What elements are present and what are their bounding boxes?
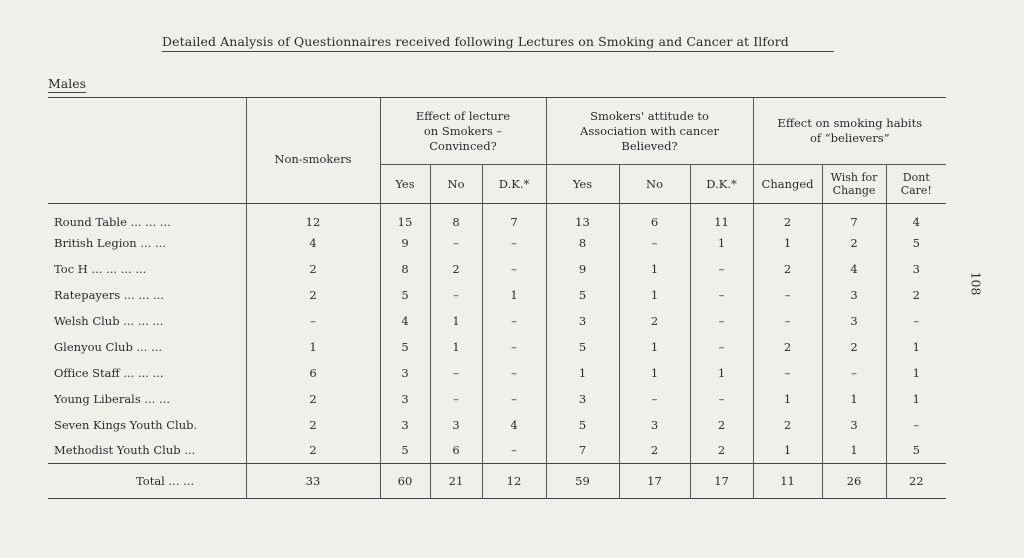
cell: –	[886, 412, 946, 438]
cell: –	[886, 308, 946, 334]
cell: 2	[753, 204, 822, 230]
header-attitude-yes: Yes	[546, 165, 619, 204]
header-dont-care: Dont Care!	[886, 165, 946, 204]
header-group-attitude: Smokers' attitude to Association with cancer Believed?	[546, 98, 753, 165]
total-cell: 17	[690, 464, 753, 499]
cell: 8	[430, 204, 482, 230]
page-title: Detailed Analysis of Questionnaires received following Lectures on Smoking and Cancer at Ilford	[162, 34, 834, 52]
cell: 1	[546, 360, 619, 386]
cell: –	[482, 230, 546, 256]
total-row	[48, 464, 946, 499]
cell: 3	[822, 282, 886, 308]
row-label: Office Staff ... ... ...	[54, 365, 164, 380]
header-effect-yes: Yes	[380, 165, 430, 204]
cell: 7	[822, 204, 886, 230]
table-body	[48, 204, 946, 499]
cell: –	[482, 360, 546, 386]
cell: –	[482, 308, 546, 334]
cell: 2	[246, 386, 380, 412]
cell: 13	[546, 204, 619, 230]
cell: 9	[546, 256, 619, 282]
cell: 4	[246, 230, 380, 256]
cell: 4	[380, 308, 430, 334]
cell: –	[690, 308, 753, 334]
cell: –	[246, 308, 380, 334]
total-cell: 11	[753, 464, 822, 499]
cell: –	[822, 360, 886, 386]
header-effect-no: No	[430, 165, 482, 204]
cell: 3	[822, 412, 886, 438]
header-attitude-no: No	[619, 165, 690, 204]
cell: –	[482, 386, 546, 412]
cell: 2	[246, 256, 380, 282]
cell: 5	[546, 282, 619, 308]
table-row	[48, 230, 946, 256]
cell: 1	[619, 282, 690, 308]
cell: 1	[619, 334, 690, 360]
cell: 2	[690, 438, 753, 464]
cell: 5	[886, 438, 946, 464]
cell: 2	[690, 412, 753, 438]
cell: 3	[822, 308, 886, 334]
cell: 1	[430, 308, 482, 334]
cell: 2	[246, 438, 380, 464]
cell: 3	[380, 412, 430, 438]
table-row	[48, 204, 946, 230]
cell: 1	[619, 256, 690, 282]
cell: 4	[822, 256, 886, 282]
table-row	[48, 386, 946, 412]
header-group-habits: Effect on smoking habits of “believers”	[753, 98, 946, 165]
section-heading: Males	[48, 76, 87, 91]
cell: –	[482, 334, 546, 360]
cell: 3	[619, 412, 690, 438]
cell: 1	[822, 386, 886, 412]
cell: 2	[246, 282, 380, 308]
cell: 1	[690, 360, 753, 386]
cell: –	[690, 386, 753, 412]
cell: 1	[886, 360, 946, 386]
cell: 2	[619, 438, 690, 464]
cell: 1	[430, 334, 482, 360]
cell: –	[430, 230, 482, 256]
header-non-smokers: Non-smokers	[246, 98, 380, 204]
cell: 2	[619, 308, 690, 334]
total-cell: 33	[246, 464, 380, 499]
row-label: Seven Kings Youth Club.	[54, 417, 198, 432]
cell: 7	[546, 438, 619, 464]
cell: 2	[822, 230, 886, 256]
page-number: 108	[968, 271, 984, 296]
cell: 3	[886, 256, 946, 282]
total-cell: 21	[430, 464, 482, 499]
row-label: Methodist Youth Club ...	[54, 443, 196, 458]
cell: 2	[753, 412, 822, 438]
cell: –	[619, 386, 690, 412]
header-changed: Changed	[753, 165, 822, 204]
cell: 2	[430, 256, 482, 282]
total-cell: 59	[546, 464, 619, 499]
total-cell: 60	[380, 464, 430, 499]
cell: 1	[886, 386, 946, 412]
row-label: Glenyou Club ... ...	[54, 339, 163, 354]
row-label: British Legion ... ...	[54, 235, 166, 250]
cell: 5	[886, 230, 946, 256]
cell: –	[690, 256, 753, 282]
cell: 1	[690, 230, 753, 256]
cell: 2	[886, 282, 946, 308]
cell: 1	[753, 230, 822, 256]
cell: 8	[380, 256, 430, 282]
cell: 4	[482, 412, 546, 438]
cell: –	[482, 438, 546, 464]
row-label: Ratepayers ... ... ...	[54, 287, 164, 302]
cell: 1	[753, 438, 822, 464]
cell: –	[753, 308, 822, 334]
header-effect-dk: D.K.*	[482, 165, 546, 204]
cell: –	[753, 282, 822, 308]
cell: 11	[690, 204, 753, 230]
cell: 6	[430, 438, 482, 464]
cell: 6	[246, 360, 380, 386]
cell: –	[690, 334, 753, 360]
header-attitude-dk: D.K.*	[690, 165, 753, 204]
total-cell: 22	[886, 464, 946, 499]
cell: 7	[482, 204, 546, 230]
row-label-header	[48, 98, 246, 204]
cell: –	[619, 230, 690, 256]
cell: 1	[246, 334, 380, 360]
row-label: Young Liberals ... ...	[54, 391, 171, 406]
row-label: Round Table ... ... ...	[48, 204, 246, 230]
cell: 6	[619, 204, 690, 230]
cell: –	[430, 360, 482, 386]
cell: –	[430, 386, 482, 412]
cell: 2	[822, 334, 886, 360]
cell: 3	[546, 386, 619, 412]
cell: 1	[886, 334, 946, 360]
table-row	[48, 282, 946, 308]
cell: 2	[246, 412, 380, 438]
cell: –	[430, 282, 482, 308]
cell: 1	[619, 360, 690, 386]
cell: –	[482, 256, 546, 282]
table-row	[48, 360, 946, 386]
cell: 2	[753, 334, 822, 360]
table-row	[48, 256, 946, 282]
total-cell: 12	[482, 464, 546, 499]
cell: 5	[380, 334, 430, 360]
total-cell: 26	[822, 464, 886, 499]
cell: 1	[753, 386, 822, 412]
header-wish-for-change: Wish for Change	[822, 165, 886, 204]
cell: 5	[546, 334, 619, 360]
row-label: Welsh Club ... ... ...	[54, 313, 164, 328]
cell: 5	[546, 412, 619, 438]
table-row	[48, 438, 946, 464]
cell: 1	[482, 282, 546, 308]
total-cell: 17	[619, 464, 690, 499]
total-label: Total ... ...	[48, 464, 246, 499]
cell: –	[753, 360, 822, 386]
cell: 3	[380, 386, 430, 412]
cell: 3	[546, 308, 619, 334]
table-row	[48, 412, 946, 438]
cell: 12	[246, 204, 380, 230]
table-row	[48, 308, 946, 334]
cell: 15	[380, 204, 430, 230]
cell: 5	[380, 282, 430, 308]
row-label: Toc H ... ... ... ...	[54, 261, 147, 276]
cell: 8	[546, 230, 619, 256]
cell: 3	[430, 412, 482, 438]
table-row	[48, 334, 946, 360]
cell: 1	[822, 438, 886, 464]
cell: –	[690, 282, 753, 308]
cell: 3	[380, 360, 430, 386]
cell: 2	[753, 256, 822, 282]
questionnaire-table	[48, 97, 946, 499]
header-group-effect: Effect of lecture on Smokers – Convinced?	[380, 98, 546, 165]
cell: 9	[380, 230, 430, 256]
cell: 5	[380, 438, 430, 464]
cell: 4	[886, 204, 946, 230]
